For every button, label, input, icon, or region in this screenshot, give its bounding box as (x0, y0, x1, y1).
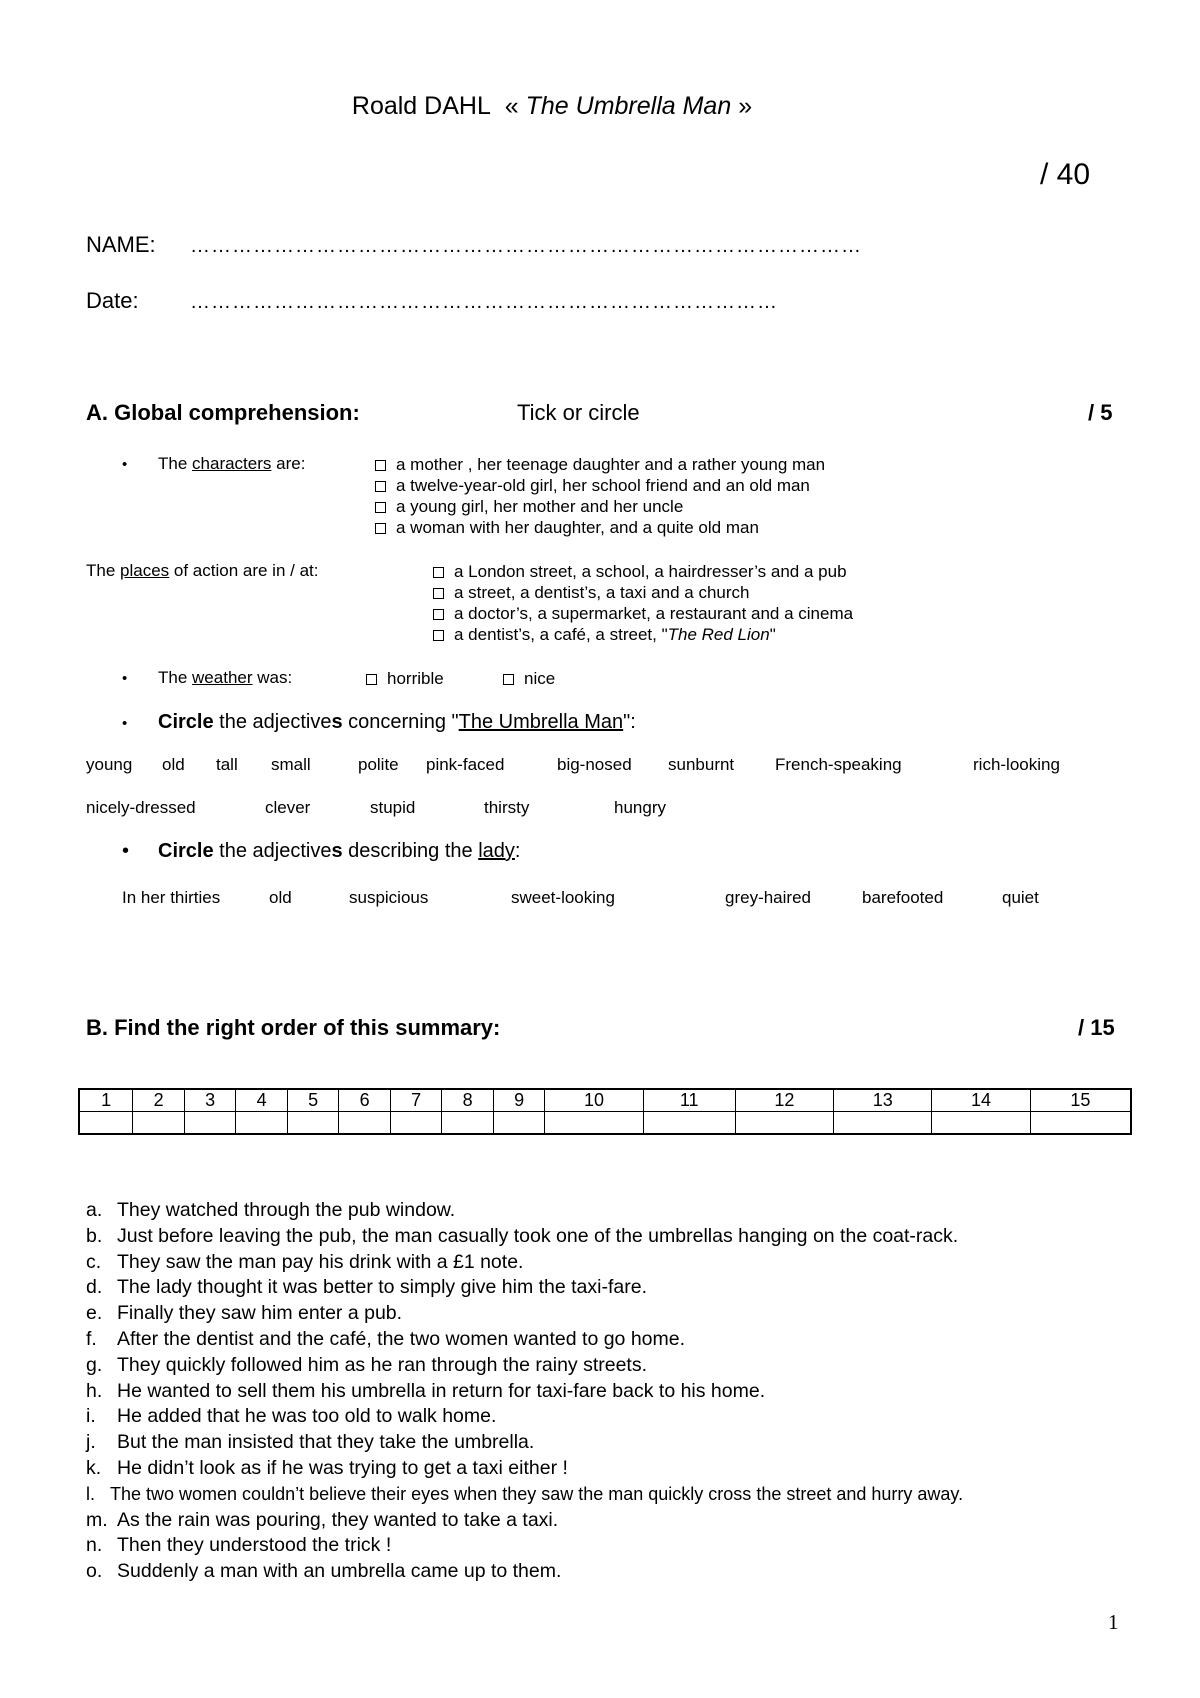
adjective-option[interactable]: polite (358, 755, 399, 774)
places-option[interactable]: a doctor’s, a supermarket, a restaurant and a cinema (433, 603, 853, 624)
bullet-icon: • (122, 715, 128, 732)
adjective-option[interactable]: French-speaking (775, 755, 902, 774)
adjective-option[interactable]: In her thirties (122, 888, 221, 907)
order-answer-cell[interactable] (79, 1112, 133, 1135)
order-answer-cell[interactable] (834, 1112, 932, 1135)
order-number: 9 (493, 1089, 545, 1112)
characters-option[interactable]: a mother , her teenage daughter and a rather young man (375, 454, 825, 475)
adjective-option[interactable]: sweet-looking (511, 888, 615, 907)
date-field[interactable]: ………………………………………………………………………… (190, 291, 778, 313)
order-answer-cell[interactable] (390, 1112, 442, 1135)
author-name: Roald DAHL (351, 92, 491, 120)
order-number: 8 (442, 1089, 494, 1112)
characters-option[interactable]: a woman with her daughter, and a quite old man (375, 517, 825, 538)
summary-item: f. After the dentist and the café, the two women wanted to go home. (86, 1327, 686, 1350)
checkbox-icon[interactable] (433, 588, 444, 599)
order-number: 13 (834, 1089, 932, 1112)
order-answer-cell[interactable] (493, 1112, 545, 1135)
adjective-option[interactable]: pink-faced (426, 755, 505, 774)
order-number: 12 (735, 1089, 833, 1112)
date-label: Date: (86, 288, 139, 313)
document-title (0, 92, 1200, 121)
summary-item: d. The lady thought it was better to simply give him the taxi-fare. (86, 1276, 647, 1299)
checkbox-icon[interactable] (433, 609, 444, 620)
adjective-option[interactable]: young (86, 755, 133, 774)
order-answer-cell[interactable] (133, 1112, 185, 1135)
section-b-points: / 15 (1078, 1015, 1115, 1040)
section-a-heading: A. Global comprehension: (86, 400, 360, 425)
name-label: NAME: (86, 232, 156, 257)
close-quote: » (738, 92, 753, 120)
characters-question: The characters are: (158, 454, 306, 473)
order-answer-cell[interactable] (339, 1112, 391, 1135)
order-number: 4 (236, 1089, 288, 1112)
adjective-option[interactable]: rich-looking (973, 755, 1060, 774)
checkbox-icon[interactable] (375, 481, 386, 492)
order-answer-cell[interactable] (932, 1112, 1030, 1135)
order-number: 15 (1030, 1089, 1131, 1112)
weather-option-horrible[interactable]: horrible (366, 668, 444, 689)
name-field[interactable]: …………………………………………………………………………………… (190, 235, 862, 257)
places-option[interactable]: a street, a dentist’s, a taxi and a church (433, 582, 853, 603)
story-title: The Umbrella Man (525, 92, 732, 120)
checkbox-icon[interactable] (375, 523, 386, 534)
checkbox-icon[interactable] (433, 630, 444, 641)
adjective-option[interactable]: nicely-dressed (86, 798, 196, 817)
checkbox-icon[interactable] (375, 502, 386, 513)
adjective-option[interactable]: sunburnt (668, 755, 735, 774)
total-score: / 40 (1040, 158, 1091, 191)
adjective-option[interactable]: hungry (614, 798, 666, 817)
order-number: 14 (932, 1089, 1030, 1112)
places-option[interactable]: a London street, a school, a hairdresser’s and a pub (433, 561, 853, 582)
adjective-option[interactable]: tall (216, 755, 238, 774)
order-answer-row (79, 1112, 1131, 1135)
order-answer-cell[interactable] (442, 1112, 494, 1135)
summary-item: i. He added that he was too old to walk home. (86, 1405, 497, 1428)
adjective-option[interactable]: old (269, 888, 292, 907)
places-option[interactable]: a dentist’s, a café, a street, "The Red Lion" (433, 624, 853, 645)
checkbox-icon[interactable] (433, 567, 444, 578)
order-answer-cell[interactable] (735, 1112, 833, 1135)
section-b-heading: B. Find the right order of this summary: (86, 1015, 501, 1040)
order-answer-cell[interactable] (1030, 1112, 1131, 1135)
section-a-instruction: Tick or circle (517, 400, 640, 425)
places-keyword: places (120, 561, 170, 580)
characters-keyword: characters (192, 454, 272, 473)
order-table (78, 1088, 1132, 1135)
adjective-option[interactable]: suspicious (349, 888, 429, 907)
adjective-option[interactable]: big-nosed (557, 755, 632, 774)
order-number-row (79, 1089, 1131, 1112)
adjective-option[interactable]: small (271, 755, 311, 774)
checkbox-icon[interactable] (366, 674, 377, 685)
order-number: 1 (79, 1089, 133, 1112)
summary-item: a. They watched through the pub window. (86, 1199, 456, 1221)
summary-item: b. Just before leaving the pub, the man casually took one of the umbrellas hanging on the coat-rack. (86, 1224, 959, 1247)
lady-question: Circle the adjectives describing the lady: (158, 840, 521, 862)
open-quote: « (504, 92, 519, 120)
summary-item: l. The two women couldn’t believe their eyes when they saw the man quickly cross the street and hurry away. (86, 1483, 964, 1504)
order-answer-cell[interactable] (643, 1112, 735, 1135)
weather-question: The weather was: (158, 668, 293, 687)
adjective-option[interactable]: stupid (370, 798, 416, 817)
adjective-option[interactable]: grey-haired (725, 888, 811, 907)
places-question: The places of action are in / at: (86, 561, 319, 580)
weather-option-nice[interactable]: nice (503, 668, 555, 689)
summary-item: e. Finally they saw him enter a pub. (86, 1302, 403, 1325)
bullet-icon: • (122, 456, 128, 473)
summary-list (86, 1198, 963, 1585)
weather-keyword: weather (192, 668, 253, 687)
summary-item: m. As the rain was pouring, they wanted to take a taxi. (86, 1508, 559, 1531)
summary-item: k. He didn’t look as if he was trying to get a taxi either ! (86, 1456, 568, 1479)
summary-item: c. They saw the man pay his drink with a £1 note. (86, 1250, 524, 1273)
order-number: 6 (339, 1089, 391, 1112)
order-number: 3 (184, 1089, 236, 1112)
bullet-icon: • (122, 840, 130, 862)
order-number: 2 (133, 1089, 185, 1112)
umbrella-man-question: Circle the adjectives concerning "The Umbrella Man": (158, 711, 636, 733)
page-number: 1 (1108, 1610, 1119, 1634)
order-answer-cell[interactable] (545, 1112, 643, 1135)
adjective-option[interactable]: thirsty (484, 798, 530, 817)
adjective-option[interactable]: clever (265, 798, 311, 817)
checkbox-icon[interactable] (503, 674, 514, 685)
characters-option[interactable]: a young girl, her mother and her uncle (375, 496, 825, 517)
places-options (433, 561, 853, 645)
adjective-option[interactable]: quiet (1002, 888, 1039, 907)
order-number: 7 (390, 1089, 442, 1112)
adjective-option[interactable]: old (162, 755, 185, 774)
adjective-option[interactable]: barefooted (862, 888, 944, 907)
summary-item: n. Then they understood the trick ! (86, 1534, 392, 1557)
summary-item: g. They quickly followed him as he ran through the rainy streets. (86, 1353, 648, 1376)
order-answer-cell[interactable] (287, 1112, 339, 1135)
summary-item: o. Suddenly a man with an umbrella came up to them. (86, 1560, 562, 1583)
order-number: 11 (643, 1089, 735, 1112)
characters-options (375, 454, 825, 538)
bullet-icon: • (122, 670, 128, 687)
order-number: 5 (287, 1089, 339, 1112)
section-a-points: / 5 (1088, 400, 1113, 425)
summary-item: j. But the man insisted that they take the umbrella. (86, 1431, 535, 1454)
characters-option[interactable]: a twelve-year-old girl, her school friend and an old man (375, 475, 825, 496)
summary-item: h. He wanted to sell them his umbrella in return for taxi-fare back to his home. (86, 1379, 766, 1402)
order-number: 10 (545, 1089, 643, 1112)
order-answer-cell[interactable] (236, 1112, 288, 1135)
order-answer-cell[interactable] (184, 1112, 236, 1135)
checkbox-icon[interactable] (375, 460, 386, 471)
